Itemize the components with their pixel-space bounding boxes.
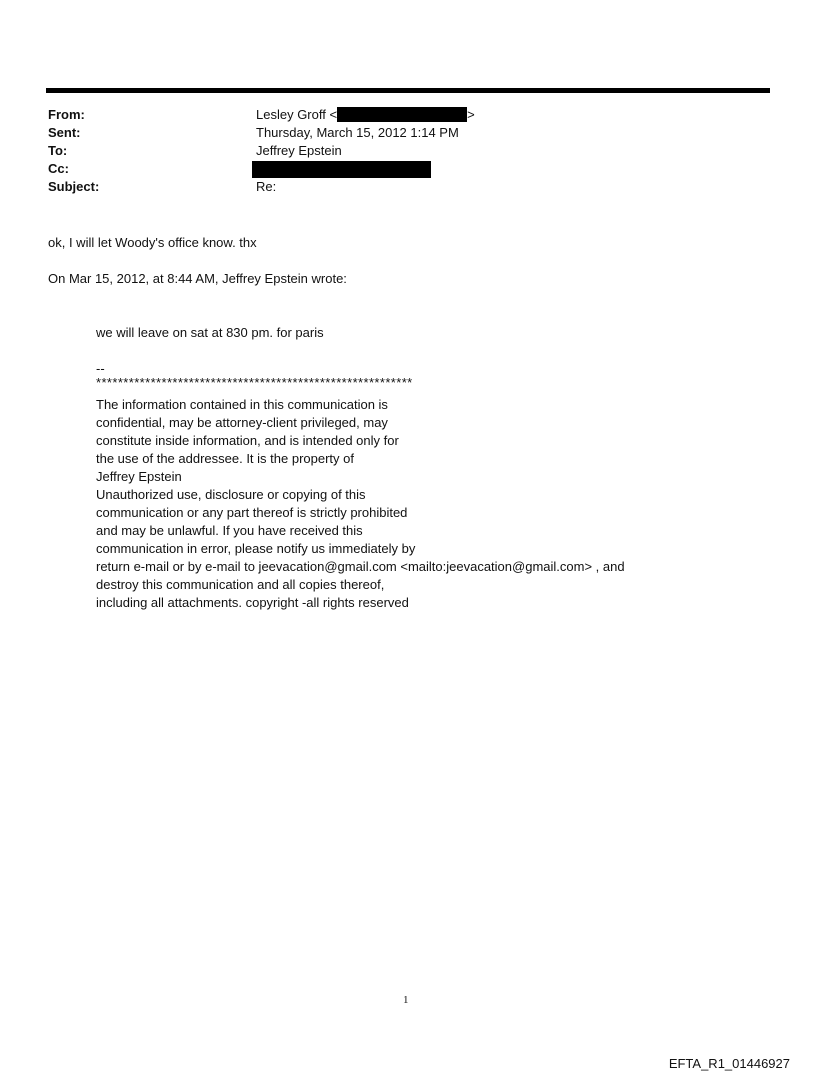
disclaimer-line: constitute inside information, and is intended only for (96, 433, 399, 448)
confidentiality-disclaimer (96, 396, 625, 612)
cc-row (48, 160, 768, 178)
disclaimer-line: the use of the addressee. It is the property of (96, 451, 354, 466)
disclaimer-line: return e-mail or by e-mail to jeevacation@gmail.com <mailto:jeevacation@gmail.com> , and (96, 559, 625, 574)
redacted-cc (252, 161, 431, 178)
sent-label: Sent: (48, 125, 81, 140)
signature-separator: -- (96, 361, 105, 376)
from-row (48, 106, 768, 124)
disclaimer-line: and may be unlawful. If you have received this (96, 523, 363, 538)
to-label: To: (48, 143, 68, 158)
sent-row (48, 124, 768, 142)
to-row (48, 142, 768, 160)
disclaimer-line: destroy this communication and all copies thereof, (96, 577, 385, 592)
subject-value: Re: (256, 179, 277, 194)
header-divider (46, 88, 770, 93)
disclaimer-line: The information contained in this communication is (96, 397, 388, 412)
redacted-email (337, 107, 467, 122)
from-close: > (467, 107, 475, 122)
disclaimer-line: Jeffrey Epstein (96, 469, 182, 484)
disclaimer-line: communication in error, please notify us immediately by (96, 541, 416, 556)
document-id: EFTA_R1_01446927 (668, 1056, 790, 1071)
disclaimer-line: confidential, may be attorney-client privileged, may (96, 415, 388, 430)
reply-attribution: On Mar 15, 2012, at 8:44 AM, Jeffrey Epstein wrote: (48, 271, 347, 286)
cc-label: Cc: (48, 161, 69, 176)
sent-value: Thursday, March 15, 2012 1:14 PM (256, 125, 459, 140)
subject-label: Subject: (48, 179, 100, 194)
page-number: 1 (403, 994, 409, 1006)
from-value (256, 106, 475, 124)
subject-row (48, 178, 768, 196)
to-value: Jeffrey Epstein (256, 143, 342, 158)
from-name: Lesley Groff < (256, 107, 338, 122)
disclaimer-line: including all attachments. copyright -all rights reserved (96, 595, 409, 610)
disclaimer-line: Unauthorized use, disclosure or copying of this (96, 487, 366, 502)
quoted-message: we will leave on sat at 830 pm. for paris (96, 325, 324, 340)
from-label: From: (48, 107, 85, 122)
disclaimer-line: communication or any part thereof is strictly prohibited (96, 505, 408, 520)
signature-stars: ********************************************************** (96, 375, 413, 390)
reply-text: ok, I will let Woody's office know. thx (48, 235, 257, 250)
